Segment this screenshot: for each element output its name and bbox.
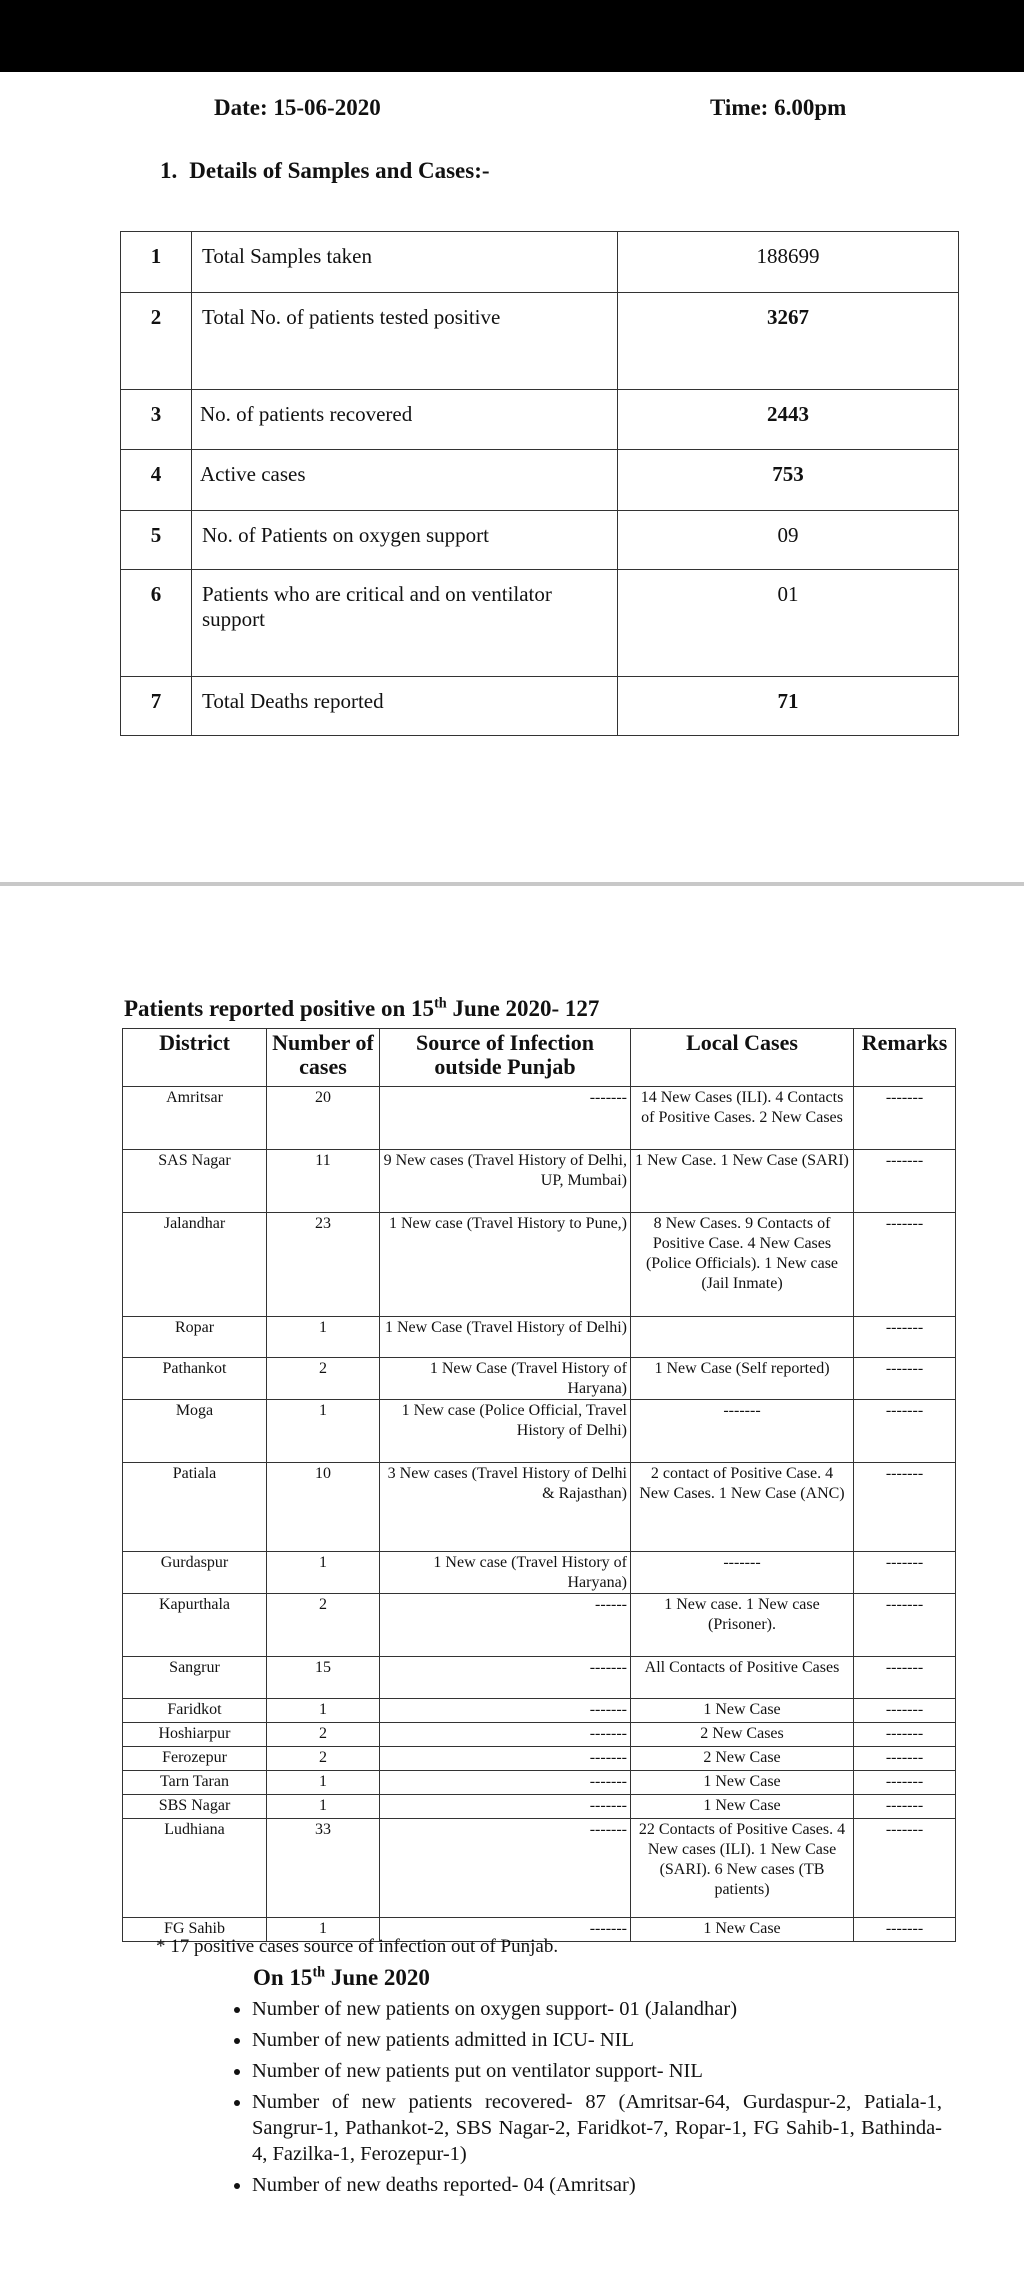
remarks-cell: ------- [854,1747,956,1771]
source-cell: ------- [380,1657,631,1699]
district-cell: Ludhiana [123,1819,267,1918]
list-item: • Number of new patients put on ventilator support- NIL [252,2058,942,2084]
district-cell: Gurdaspur [123,1552,267,1594]
row-number: 5 [121,511,192,570]
report-date: Date: 15-06-2020 [214,95,381,120]
table-row [121,570,959,677]
cases-cell: 1 [267,1400,380,1463]
table-row [121,390,959,450]
table-row [121,450,959,511]
row-value: 01 [618,570,959,677]
row-value: 09 [618,511,959,570]
district-cell: Amritsar [123,1087,267,1150]
source-cell: ------- [380,1087,631,1150]
samples-cases-table [120,231,959,736]
remarks-cell: ------- [854,1150,956,1213]
column-header-remarks: Remarks [854,1029,956,1087]
table-row [121,293,959,390]
local-cases-cell [631,1317,854,1358]
local-cases-cell: ------- [631,1400,854,1463]
district-cases-table [122,1028,956,1942]
source-cell: ------- [380,1819,631,1918]
report-time: Time: 6.00pm [710,95,847,120]
list-item: • Number of new patients on oxygen support- 01 (Jalandhar) [252,1996,942,2022]
table-row [121,511,959,570]
row-label: No. of patients recovered [192,390,618,450]
local-cases-cell: 22 Contacts of Positive Cases. 4 New cases (ILI). 1 New Case (SARI). 6 New cases (TB patients) [631,1819,854,1918]
source-cell: 9 New cases (Travel History of Delhi, UP, Mumbai) [380,1150,631,1213]
local-cases-cell: 1 New Case [631,1795,854,1819]
row-label: Patients who are critical and on ventilator support [192,570,618,677]
table-row [123,1087,956,1150]
cases-cell: 1 [267,1795,380,1819]
cases-cell: 1 [267,1552,380,1594]
row-value: 753 [618,450,959,511]
remarks-cell: ------- [854,1723,956,1747]
cases-cell: 20 [267,1087,380,1150]
district-table-title [124,996,599,1022]
row-value: 2443 [618,390,959,450]
summary-title-ordinal: th [312,1964,326,1981]
source-cell: ------ [380,1594,631,1657]
source-cell: 1 New Case (Travel History of Delhi) [380,1317,631,1358]
remarks-cell: ------- [854,1400,956,1463]
cases-cell: 1 [267,1918,380,1942]
district-cell: Hoshiarpur [123,1723,267,1747]
title-text-end: June 2020- 127 [446,996,600,1021]
district-cell: SAS Nagar [123,1150,267,1213]
column-header-local: Local Cases [631,1029,854,1087]
column-header-source: Source of Infection outside Punjab [380,1029,631,1087]
cases-cell: 11 [267,1150,380,1213]
cases-cell: 2 [267,1723,380,1747]
table-row [123,1552,956,1594]
local-cases-cell: ------- [631,1552,854,1594]
local-cases-cell: 8 New Cases. 9 Contacts of Positive Case. 4 New Cases (Police Officials). 1 New case (Jail Inmate) [631,1213,854,1317]
cases-cell: 23 [267,1213,380,1317]
source-cell: 1 New case (Travel History of Haryana) [380,1552,631,1594]
local-cases-cell: 1 New Case [631,1699,854,1723]
row-label: Total No. of patients tested positive [192,293,618,390]
cases-cell: 2 [267,1594,380,1657]
row-label: No. of Patients on oxygen support [192,511,618,570]
local-cases-cell: 1 New Case [631,1771,854,1795]
remarks-cell: ------- [854,1795,956,1819]
table-header-row [123,1029,956,1087]
district-cell: Kapurthala [123,1594,267,1657]
daily-summary-title [253,1965,430,1991]
summary-title-text: On 15 [253,1965,313,1990]
district-cell: Ferozepur [123,1747,267,1771]
cases-cell: 10 [267,1463,380,1552]
column-header-cases: Number of cases [267,1029,380,1087]
row-label: Active cases [192,450,618,511]
district-table-body [123,1087,956,1942]
district-cell: Jalandhar [123,1213,267,1317]
remarks-cell: ------- [854,1819,956,1918]
row-number: 4 [121,450,192,511]
row-label: Total Samples taken [192,232,618,293]
cases-cell: 33 [267,1819,380,1918]
local-cases-cell: 1 New case. 1 New case (Prisoner). [631,1594,854,1657]
list-item: • Number of new deaths reported- 04 (Amritsar) [252,2172,942,2198]
district-cell: Faridkot [123,1699,267,1723]
source-cell: ------- [380,1723,631,1747]
table-row [123,1771,956,1795]
remarks-cell: ------- [854,1087,956,1150]
local-cases-cell: 1 New Case. 1 New Case (SARI) [631,1150,854,1213]
cases-cell: 15 [267,1657,380,1699]
row-value: 3267 [618,293,959,390]
title-text: Patients reported positive on 15 [124,996,435,1021]
district-cell: Ropar [123,1317,267,1358]
district-cell: Patiala [123,1463,267,1552]
cases-cell: 1 [267,1699,380,1723]
table-row [123,1317,956,1358]
district-cell: Pathankot [123,1358,267,1400]
list-item: • Number of new patients admitted in ICU- NIL [252,2027,942,2053]
local-cases-cell: 2 contact of Positive Case. 4 New Cases. 1 New Case (ANC) [631,1463,854,1552]
district-cell: SBS Nagar [123,1795,267,1819]
row-number: 2 [121,293,192,390]
local-cases-cell: 1 New Case [631,1918,854,1942]
remarks-cell: ------- [854,1918,956,1942]
table-row [123,1213,956,1317]
district-cell: Sangrur [123,1657,267,1699]
row-number: 3 [121,390,192,450]
source-cell: 1 New Case (Travel History of Haryana) [380,1358,631,1400]
section-1-number: 1. [160,158,178,183]
local-cases-cell: All Contacts of Positive Cases [631,1657,854,1699]
remarks-cell: ------- [854,1317,956,1358]
top-black-bar [0,0,1024,72]
local-cases-cell: 2 New Case [631,1747,854,1771]
remarks-cell: ------- [854,1358,956,1400]
district-cell: Tarn Taran [123,1771,267,1795]
table-row [123,1358,956,1400]
row-number: 7 [121,677,192,736]
source-cell: 1 New case (Travel History to Pune,) [380,1213,631,1317]
summary-title-text-end: June 2020 [325,1965,430,1990]
cases-cell: 1 [267,1771,380,1795]
remarks-cell: ------- [854,1657,956,1699]
table-row [121,677,959,736]
cases-cell: 1 [267,1317,380,1358]
source-cell: ------- [380,1918,631,1942]
table-row [123,1150,956,1213]
page-divider [0,882,1024,886]
remarks-cell: ------- [854,1771,956,1795]
title-ordinal: th [434,995,447,1012]
table-row [123,1819,956,1918]
table-row [123,1400,956,1463]
row-value: 188699 [618,232,959,293]
row-label: Total Deaths reported [192,677,618,736]
row-value: 71 [618,677,959,736]
source-cell: 1 New case (Police Official, Travel History of Delhi) [380,1400,631,1463]
source-cell: 3 New cases (Travel History of Delhi & Rajasthan) [380,1463,631,1552]
table-row [123,1723,956,1747]
source-cell: ------- [380,1795,631,1819]
row-number: 6 [121,570,192,677]
section-1-title [160,158,490,184]
table-row [123,1463,956,1552]
table-row [123,1594,956,1657]
local-cases-cell: 1 New Case (Self reported) [631,1358,854,1400]
remarks-cell: ------- [854,1594,956,1657]
table-row [123,1699,956,1723]
table-row [123,1795,956,1819]
district-cell: FG Sahib [123,1918,267,1942]
remarks-cell: ------- [854,1699,956,1723]
list-item: • Number of new patients recovered- 87 (Amritsar-64, Gurdaspur-2, Patiala-1, Sangrur-1, Pathankot-2, SBS Nagar-2, Faridkot-7, Ropar-1, FG Sahib-1, Bathinda-4, Fazilka-1, Ferozepur-1) [252,2089,942,2167]
row-number: 1 [121,232,192,293]
cases-cell: 2 [267,1358,380,1400]
column-header-district: District [123,1029,267,1087]
cases-cell: 2 [267,1747,380,1771]
remarks-cell: ------- [854,1463,956,1552]
daily-summary-list [216,1996,942,2203]
footnote: * 17 positive cases source of infection out of Punjab. [156,1936,559,1957]
remarks-cell: ------- [854,1552,956,1594]
section-1-title-text: Details of Samples and Cases:- [189,158,490,183]
table-row [121,232,959,293]
local-cases-cell: 2 New Cases [631,1723,854,1747]
table-row [123,1657,956,1699]
source-cell: ------- [380,1747,631,1771]
district-cell: Moga [123,1400,267,1463]
source-cell: ------- [380,1699,631,1723]
source-cell: ------- [380,1771,631,1795]
remarks-cell: ------- [854,1213,956,1317]
local-cases-cell: 14 New Cases (ILI). 4 Contacts of Positive Cases. 2 New Cases [631,1087,854,1150]
table-row [123,1747,956,1771]
